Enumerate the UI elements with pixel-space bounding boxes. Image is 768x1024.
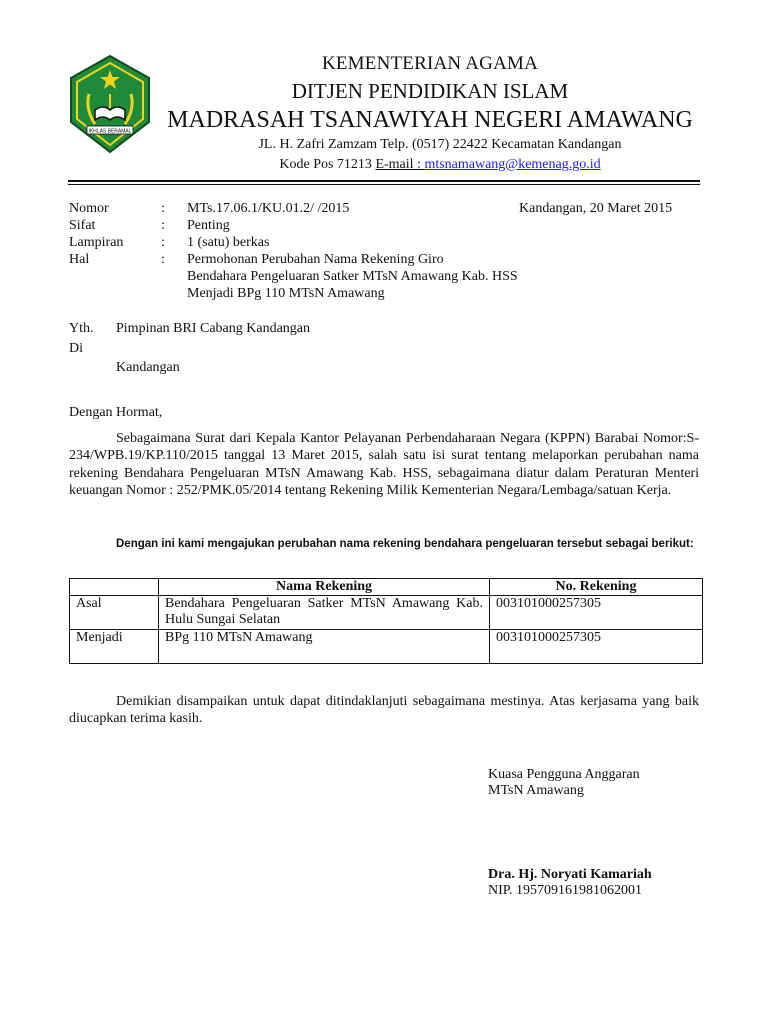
body-paragraph-1: Sebagaimana Surat dari Kepala Kantor Pelayanan Perbendaharaan Negara (KPPN) Barabai Nomor:S-234/WPB.19/KP.110/2015 tanggal 13 Maret 2015, salah satu isi surat tentang melaporkan perubahan nama rekening Bendahara Pengeluaran MTsN Amawang Kab. HSS, sebagaimana diatur dalam Peraturan Menteri keuangan Nomor : 252/PMK.05/2014 tentang Rekening Milik Kementerian Negara/Lembaga/satuan Kerja. [69, 431, 699, 498]
nomor-label: Nomor [69, 201, 109, 216]
kemenag-logo-icon [67, 54, 153, 154]
table-header-row [70, 579, 703, 596]
header-rule-thin [68, 184, 700, 185]
table-cell: 003101000257305 [490, 596, 703, 630]
greeting: Dengan Hormat, [69, 405, 163, 420]
hal-label: Hal [69, 252, 90, 267]
signer-name: Dra. Hj. Noryati Kamariah [488, 867, 652, 882]
ministry-name: KEMENTERIAN AGAMA [321, 53, 539, 74]
table-row [70, 630, 703, 664]
svg-text:IKHLAS BERAMAL: IKHLAS BERAMAL [88, 128, 132, 135]
signer-title-1: Kuasa Pengguna Anggaran [488, 767, 640, 782]
table-header-cell: No. Rekening [490, 579, 703, 596]
school-name: MADRASAH TSANAWIYAH NEGERI AMAWANG [167, 107, 693, 133]
postal-code: Kode Pos 71213 [279, 157, 376, 172]
postal-email-line [160, 157, 720, 173]
directorate-name: DITJEN PENDIDIKAN ISLAM [291, 79, 569, 103]
lampiran-label: Lampiran [69, 235, 124, 250]
lampiran-colon: : [161, 235, 165, 250]
hal-colon: : [161, 252, 165, 267]
hal-line-2: Bendahara Pengeluaran Satker MTsN Amawang Kab. HSS [187, 269, 518, 284]
body-paragraph-2: Dengan ini kami mengajukan perubahan nama rekening bendahara pengeluaran tersebut sebagai berikut: [116, 538, 694, 550]
sifat-label: Sifat [69, 218, 96, 233]
signer-nip: NIP. 195709161981062001 [488, 883, 643, 898]
signer-title-2: MTsN Amawang [488, 783, 584, 798]
closing-paragraph: Demikian disampaikan untuk dapat ditindaklanjuti sebagaimana mestinya. Atas kerjasama yang baik diucapkan terima kasih. [69, 694, 699, 727]
nomor-value: MTs.17.06.1/KU.01.2/ /2015 [187, 201, 350, 216]
hal-line-3: Menjadi BPg 110 MTsN Amawang [187, 286, 385, 301]
table-cell: 003101000257305 [490, 630, 703, 664]
recipient-name: Pimpinan BRI Cabang Kandangan [116, 321, 311, 336]
account-table [69, 578, 703, 664]
yth-label: Yth. [69, 321, 94, 336]
table-cell: Menjadi [70, 630, 159, 664]
di-label: Di [69, 341, 83, 356]
table-header-cell [70, 579, 159, 596]
lampiran-value: 1 (satu) berkas [187, 235, 270, 250]
table-header-cell: Nama Rekening [159, 579, 490, 596]
table-cell: Bendahara Pengeluaran Satker MTsN Amawang Kab. Hulu Sungai Selatan [159, 596, 490, 630]
table-cell: BPg 110 MTsN Amawang [159, 630, 490, 664]
sifat-colon: : [161, 218, 165, 233]
sifat-value: Penting [187, 218, 230, 233]
header-rule-thick [68, 180, 700, 182]
hal-line-1: Permohonan Perubahan Nama Rekening Giro [187, 252, 444, 267]
nomor-colon: : [161, 201, 165, 216]
email-label: E-mail : [375, 157, 425, 172]
place-date: Kandangan, 20 Maret 2015 [519, 201, 673, 216]
email-link[interactable]: mtsnamawang@kemenag.go.id [424, 157, 601, 172]
table-cell: Asal [70, 596, 159, 630]
table-row [70, 596, 703, 630]
school-address: JL. H. Zafri Zamzam Telp. (0517) 22422 Kecamatan Kandangan [258, 137, 622, 152]
recipient-city: Kandangan [116, 360, 180, 375]
